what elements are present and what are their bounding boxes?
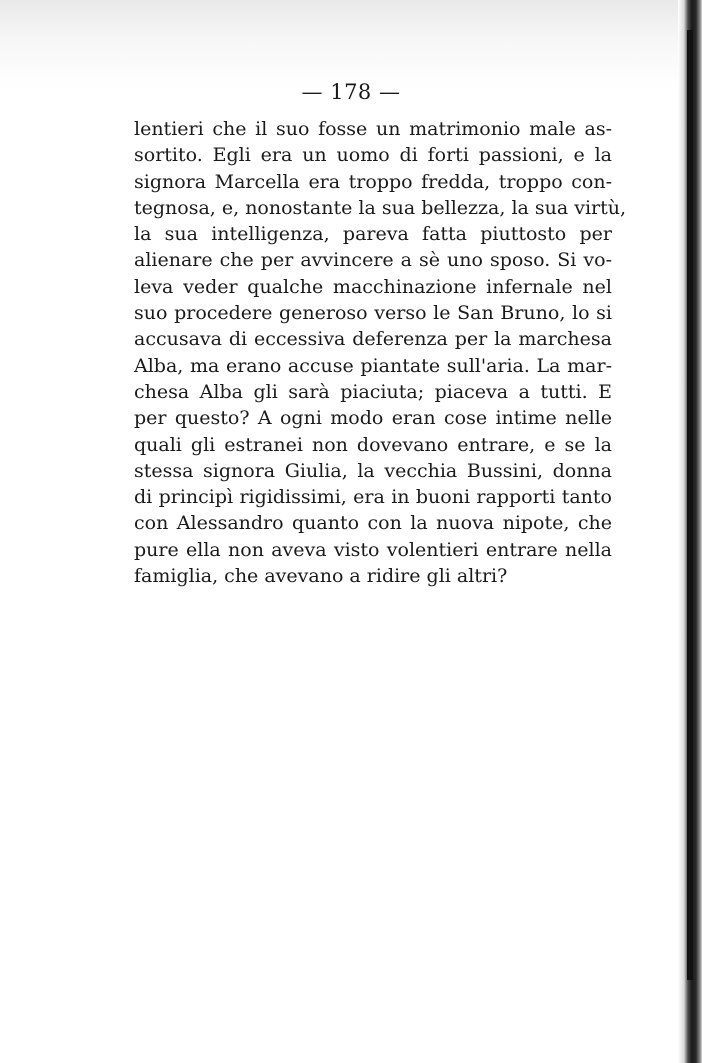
- page-edge-shadow: [687, 30, 693, 980]
- text-line: di principì rigidissimi, era in buoni rapporti tanto: [134, 486, 612, 509]
- text-line: accusava di eccessiva deferenza per la marchesa: [134, 328, 612, 351]
- text-line: suo procedere generoso verso le San Bruno, lo si: [134, 302, 612, 325]
- text-line: tegnosa, e, nonostante la sua bellezza, la sua virtù,: [134, 196, 627, 219]
- text-line: con Alessandro quanto con la nuova nipote, che: [134, 512, 612, 535]
- text-line: la sua intelligenza, pareva fatta piuttosto per: [134, 223, 612, 246]
- text-line: lentieri che il suo fosse un matrimonio male as-: [134, 118, 612, 140]
- text-line: pure ella non aveva visto volentieri entrare nella: [134, 538, 612, 561]
- text-line: sortito. Egli era un uomo di forti passioni, e la: [134, 144, 612, 167]
- text-line: Alba, ma erano accuse piantate sull'aria. La mar-: [134, 354, 612, 377]
- text-line: famiglia, che avevano a ridire gli altri?: [134, 565, 508, 588]
- text-line: per questo? A ogni modo eran cose intime nelle: [134, 407, 612, 430]
- text-line: leva veder qualche macchinazione infernale nel: [134, 275, 612, 298]
- text-line: alienare che per avvincere a sè uno sposo. Si vo-: [134, 249, 612, 272]
- page-number: — 178 —: [301, 80, 401, 104]
- text-line: signora Marcella era troppo fredda, troppo con-: [134, 170, 612, 193]
- text-line: stessa signora Giulia, la vecchia Bussini, donna: [134, 459, 612, 482]
- text-line: quali gli estranei non dovevano entrare, e se la: [134, 433, 612, 456]
- body-text: [134, 116, 627, 589]
- text-line: chesa Alba gli sarà piaciuta; piaceva a tutti. E: [134, 380, 612, 403]
